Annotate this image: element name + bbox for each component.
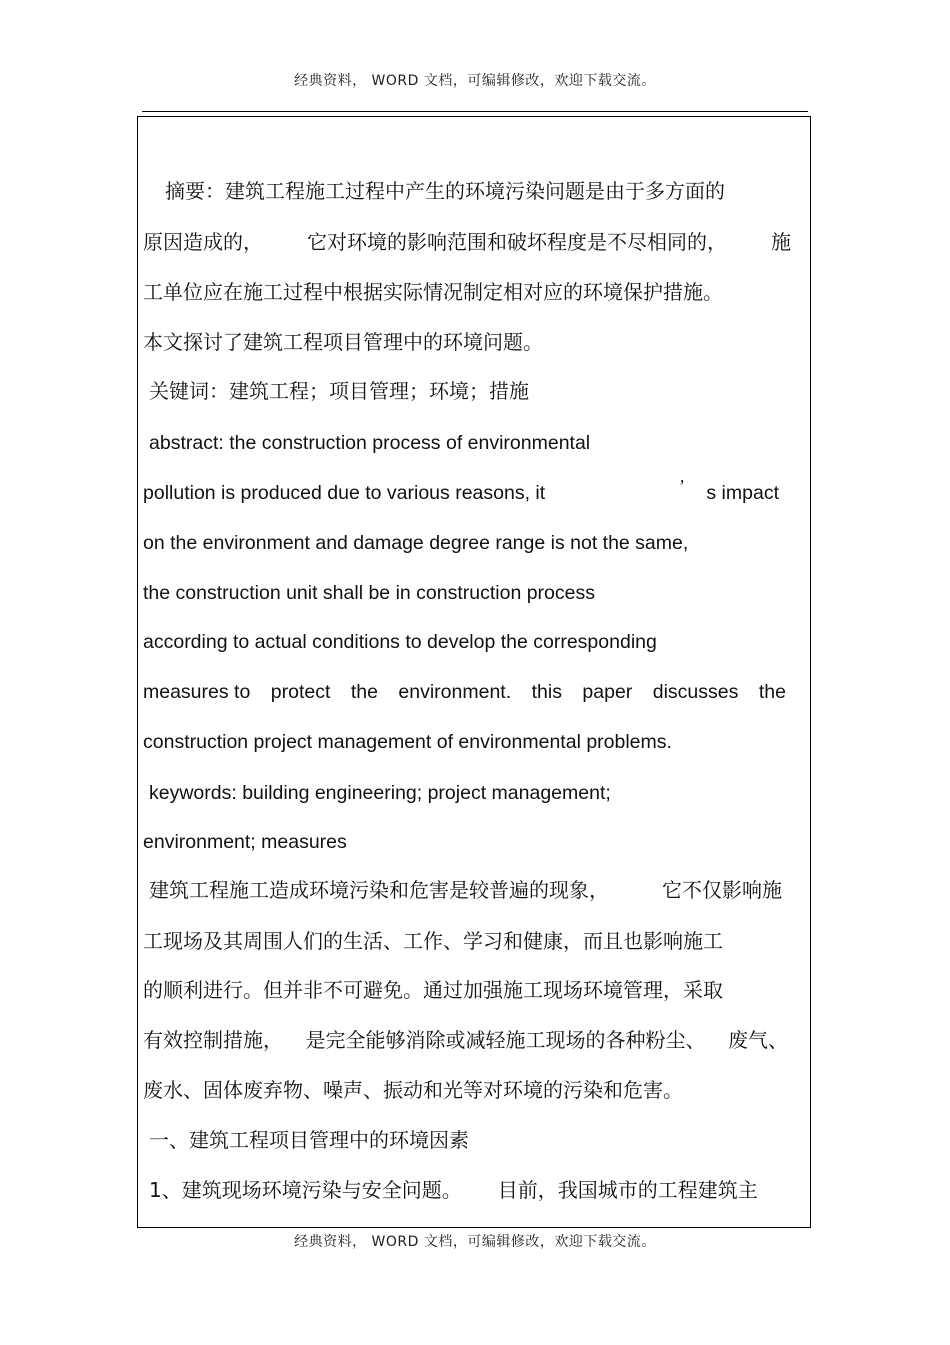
- text-segment: 施: [771, 230, 791, 254]
- subsection-line: [149, 1177, 779, 1203]
- abstract-en-line-3: on the environment and damage degree range is not the same,: [143, 532, 689, 554]
- keywords-en-line-2: environment; measures: [143, 831, 347, 853]
- keywords-en-line-1: keywords: building engineering; project management;: [149, 782, 611, 804]
- word: the: [350, 681, 378, 703]
- abstract-en-line-4: the construction unit shall be in construction process: [143, 582, 595, 604]
- text-segment: 是完全能够消除或减轻施工现场的各种粉尘、: [305, 1028, 706, 1052]
- abstract-cn-line-2: [143, 229, 791, 255]
- word: protect: [270, 681, 331, 703]
- body-para-line-3: 的顺利进行。但并非不可避免。通过加强施工现场环境管理，采取: [143, 978, 723, 1002]
- abstract-en-line-1: abstract: the construction process of environmental: [149, 432, 591, 454]
- page-header: 经典资料， WORD 文档，可编辑修改，欢迎下载交流。: [294, 73, 656, 89]
- text-segment: 废气、: [728, 1028, 788, 1052]
- body-para-line-1: [149, 877, 782, 903]
- text-segment: 1、建筑现场环境污染与安全问题。: [149, 1178, 462, 1202]
- word: environment.: [398, 681, 512, 703]
- abstract-cn-line-3: 工单位应在施工过程中根据实际情况制定相对应的环境保护措施。: [143, 280, 723, 304]
- body-para-line-2: 工现场及其周围人们的生活、工作、学习和健康，而且也影响施工: [143, 929, 723, 953]
- abstract-en-line-6: [143, 679, 786, 705]
- apostrophe-mark: ’: [679, 476, 685, 496]
- text-segment: 它不仅影响施: [662, 878, 782, 902]
- section-heading: 一、建筑工程项目管理中的环境因素: [149, 1128, 469, 1152]
- keywords-cn: 关键词：建筑工程；项目管理；环境；措施: [149, 379, 529, 403]
- word: the: [758, 681, 786, 703]
- header-rule: [142, 111, 808, 112]
- abstract-cn-line-1: 摘要：建筑工程施工过程中产生的环境污染问题是由于多方面的: [165, 179, 725, 203]
- text-segment: 它对环境的影响范围和破坏程度是不尽相同的，: [307, 230, 727, 254]
- text-segment: 有效控制措施，: [143, 1028, 283, 1052]
- page-footer: 经典资料， WORD 文档，可编辑修改，欢迎下载交流。: [294, 1234, 656, 1250]
- word: this: [531, 681, 562, 703]
- text-segment: pollution is produced due to various reasons, it: [143, 482, 546, 504]
- abstract-cn-line-4: 本文探讨了建筑工程项目管理中的环境问题。: [143, 330, 543, 354]
- word: discusses: [652, 681, 739, 703]
- text-segment: 目前，我国城市的工程建筑主: [497, 1178, 758, 1202]
- text-segment: 原因造成的，: [143, 230, 263, 254]
- word: paper: [582, 681, 633, 703]
- text-segment: 建筑工程施工造成环境污染和危害是较普遍的现象，: [149, 878, 609, 902]
- body-para-line-4: [143, 1027, 788, 1053]
- abstract-en-line-7: construction project management of environmental problems.: [143, 731, 672, 753]
- body-para-line-5: 废水、固体废弃物、噪声、振动和光等对环境的污染和危害。: [143, 1078, 683, 1102]
- word: measures to: [143, 681, 251, 703]
- text-segment: s impact: [706, 482, 779, 504]
- abstract-en-line-5: according to actual conditions to develop the corresponding: [143, 631, 657, 653]
